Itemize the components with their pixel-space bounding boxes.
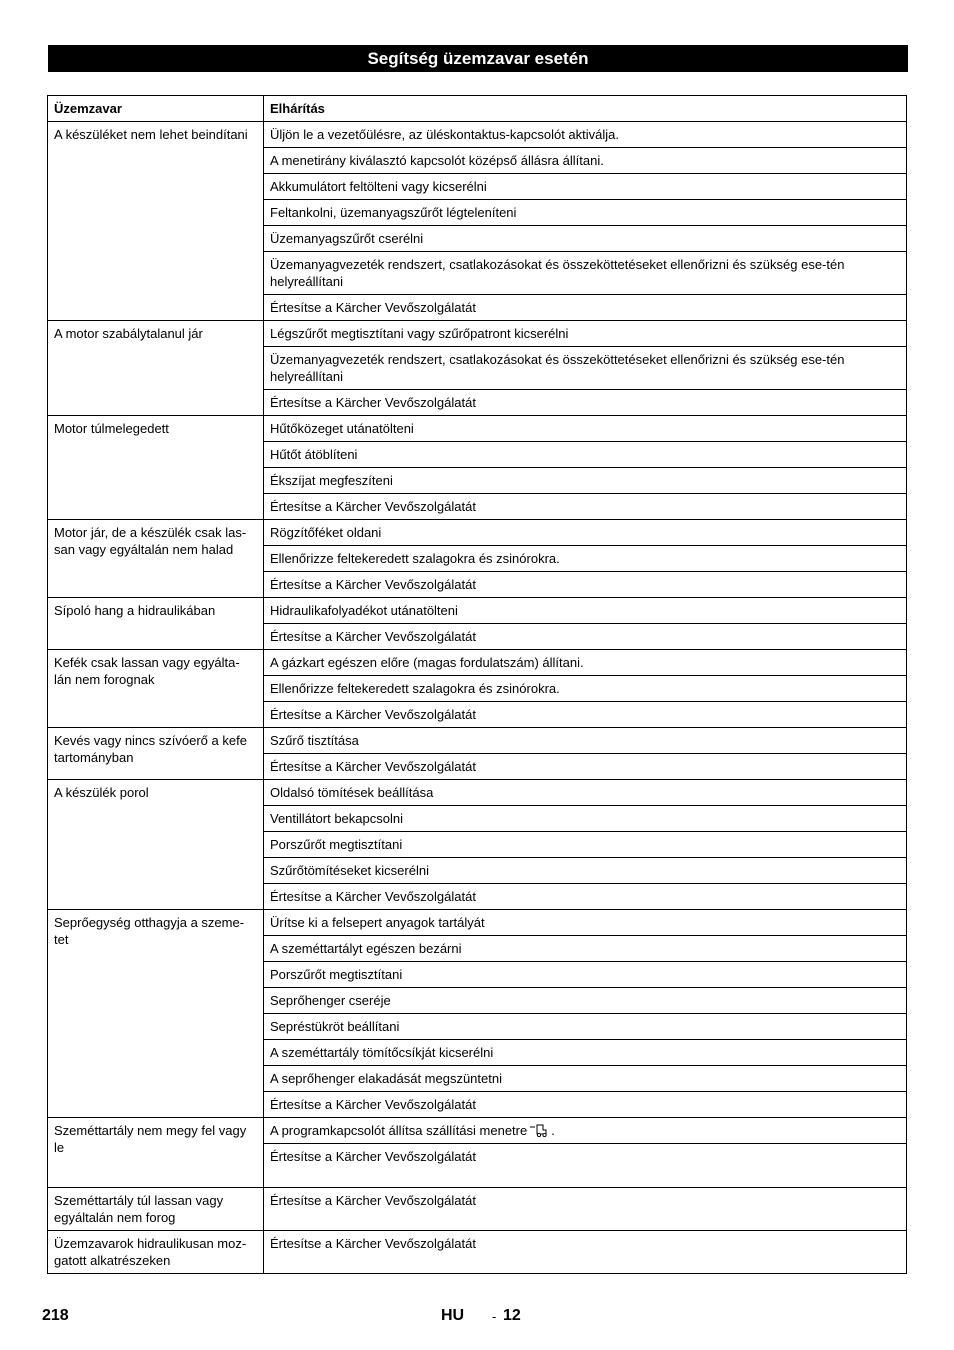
remedy-text: Feltankolni, üzemanyagszűrőt légteleníteni <box>270 205 517 220</box>
remedy-text: A seprőhenger elakadását megszüntetni <box>270 1071 502 1086</box>
remedy-cell <box>264 676 907 702</box>
table-row <box>48 122 907 148</box>
remedy-cell <box>264 1092 907 1118</box>
remedy-cell <box>264 468 907 494</box>
remedy-text: Értesítse a Kärcher Vevőszolgálatát <box>270 629 476 644</box>
remedy-text: Ventillátort bekapcsolni <box>270 811 403 826</box>
remedy-text: Ellenőrizze feltekeredett szalagokra és zsinórokra. <box>270 681 560 696</box>
header-remedy: Elhárítás <box>264 96 907 122</box>
remedy-cell <box>264 1066 907 1092</box>
remedy-cell <box>264 702 907 728</box>
remedy-cell <box>264 832 907 858</box>
remedy-cell <box>264 572 907 598</box>
table-row <box>48 598 907 624</box>
table-row <box>48 910 907 936</box>
remedy-text: Oldalsó tömítések beállítása <box>270 785 434 800</box>
remedy-text: A gázkart egészen előre (magas fordulatszám) állítani. <box>270 655 584 670</box>
remedy-cell <box>264 1188 907 1231</box>
remedy-cell <box>264 1144 907 1188</box>
remedy-text: Porszűrőt megtisztítani <box>270 967 403 982</box>
remedy-cell <box>264 416 907 442</box>
remedy-cell <box>264 494 907 520</box>
remedy-text: Értesítse a Kärcher Vevőszolgálatát <box>270 707 476 722</box>
remedy-cell <box>264 728 907 754</box>
remedy-text: Rögzítőféket oldani <box>270 525 382 540</box>
remedy-cell <box>264 520 907 546</box>
remedy-cell <box>264 650 907 676</box>
remedy-cell <box>264 936 907 962</box>
table-row <box>48 780 907 806</box>
remedy-text: Porszűrőt megtisztítani <box>270 837 403 852</box>
fault-cell: A motor szabálytalanul jár <box>48 321 264 416</box>
remedy-text: A programkapcsolót állítsa szállítási menetre <box>270 1123 528 1138</box>
fault-cell: Motor túlmelegedett <box>48 416 264 520</box>
remedy-cell <box>264 546 907 572</box>
remedy-text: Üzemanyagvezeték rendszert, csatlakozásokat és összeköttetéseket ellenőrizni és szükség ese-tén helyreállítani <box>270 352 845 384</box>
remedy-text: Értesítse a Kärcher Vevőszolgálatát <box>270 1149 476 1164</box>
remedy-cell <box>264 1118 907 1144</box>
remedy-text: Értesítse a Kärcher Vevőszolgálatát <box>270 499 476 514</box>
sentence-period: . <box>551 1123 555 1138</box>
remedy-cell <box>264 321 907 347</box>
remedy-cell <box>264 884 907 910</box>
remedy-cell <box>264 347 907 390</box>
remedy-text: Hűtőt átöblíteni <box>270 447 358 462</box>
remedy-text: Értesítse a Kärcher Vevőszolgálatát <box>270 577 476 592</box>
remedy-text: Szűrőtömítéseket kicserélni <box>270 863 429 878</box>
table-header-row <box>48 96 907 122</box>
remedy-text: Szűrő tisztítása <box>270 733 359 748</box>
remedy-text: Értesítse a Kärcher Vevőszolgálatát <box>270 889 476 904</box>
remedy-cell <box>264 962 907 988</box>
remedy-cell <box>264 226 907 252</box>
remedy-text: Üzemanyagszűrőt cserélni <box>270 231 424 246</box>
remedy-cell <box>264 806 907 832</box>
remedy-text: Értesítse a Kärcher Vevőszolgálatát <box>270 759 476 774</box>
footer-language: HU <box>441 1307 465 1324</box>
remedy-text: Értesítse a Kärcher Vevőszolgálatát <box>270 300 476 315</box>
remedy-text: A szeméttartály tömítőcsíkját kicserélni <box>270 1045 494 1060</box>
fault-cell: Seprőegység otthagyja a szeme-tet <box>48 910 264 1118</box>
page-number: 218 <box>42 1307 69 1324</box>
remedy-cell <box>264 780 907 806</box>
remedy-cell <box>264 1014 907 1040</box>
fault-cell: A készülék porol <box>48 780 264 910</box>
remedy-cell <box>264 200 907 226</box>
remedy-text: Üljön le a vezetőülésre, az üléskontaktus-kapcsolót aktiválja. <box>270 127 620 142</box>
remedy-cell <box>264 1231 907 1274</box>
remedy-cell <box>264 148 907 174</box>
page-title: Segítség üzemzavar esetén <box>48 45 908 72</box>
remedy-cell <box>264 858 907 884</box>
remedy-text: Értesítse a Kärcher Vevőszolgálatát <box>270 1097 476 1112</box>
transport-mode-icon <box>529 1124 551 1137</box>
table-row <box>48 520 907 546</box>
table-body <box>48 122 907 1274</box>
table-row <box>48 650 907 676</box>
fault-cell: Szeméttartály túl lassan vagy egyáltalán nem forog <box>48 1188 264 1231</box>
table-row <box>48 321 907 347</box>
remedy-cell <box>264 598 907 624</box>
remedy-text: Értesítse a Kärcher Vevőszolgálatát <box>270 1193 476 1208</box>
remedy-cell <box>264 1040 907 1066</box>
table-row <box>48 416 907 442</box>
remedy-text: Hűtőközeget utánatölteni <box>270 421 414 436</box>
remedy-cell <box>264 988 907 1014</box>
troubleshooting-table <box>47 95 907 1274</box>
remedy-text: Légszűrőt megtisztítani vagy szűrőpatront kicserélni <box>270 326 569 341</box>
table-row <box>48 728 907 754</box>
remedy-text: A menetirány kiválasztó kapcsolót középső állásra állítani. <box>270 153 604 168</box>
table-row <box>48 1118 907 1144</box>
footer-separator: - <box>492 1309 497 1324</box>
fault-cell: Szeméttartály nem megy fel vagy le <box>48 1118 264 1188</box>
remedy-text: Akkumulátort feltölteni vagy kicserélni <box>270 179 487 194</box>
fault-cell: Kefék csak lassan vagy egyálta-lán nem forognak <box>48 650 264 728</box>
remedy-text: Seprőhenger cseréje <box>270 993 391 1008</box>
footer-section-page: 12 <box>503 1307 521 1324</box>
remedy-text: Üzemanyagvezeték rendszert, csatlakozásokat és összeköttetéseket ellenőrizni és szükség ese-tén helyreállítani <box>270 257 845 289</box>
remedy-cell <box>264 910 907 936</box>
remedy-text: Hidraulikafolyadékot utánatölteni <box>270 603 458 618</box>
remedy-text: Értesítse a Kärcher Vevőszolgálatát <box>270 1236 476 1251</box>
remedy-cell <box>264 252 907 295</box>
fault-cell: A készüléket nem lehet beindítani <box>48 122 264 321</box>
table-row <box>48 1188 907 1231</box>
fault-cell: Kevés vagy nincs szívóerő a kefe tartományban <box>48 728 264 780</box>
remedy-text: A szeméttartályt egészen bezárni <box>270 941 462 956</box>
remedy-text: Ürítse ki a felsepert anyagok tartályát <box>270 915 485 930</box>
remedy-cell <box>264 390 907 416</box>
header-fault: Üzemzavar <box>48 96 264 122</box>
remedy-text: Ellenőrizze feltekeredett szalagokra és zsinórokra. <box>270 551 560 566</box>
remedy-cell <box>264 442 907 468</box>
remedy-cell <box>264 174 907 200</box>
remedy-cell <box>264 754 907 780</box>
remedy-cell <box>264 624 907 650</box>
remedy-cell <box>264 295 907 321</box>
remedy-text: Sepréstükröt beállítani <box>270 1019 400 1034</box>
remedy-text: Ékszíjat megfeszíteni <box>270 473 393 488</box>
fault-cell: Motor jár, de a készülék csak las-san vagy egyáltalán nem halad <box>48 520 264 598</box>
fault-cell: Üzemzavarok hidraulikusan moz-gatott alkatrészeken <box>48 1231 264 1274</box>
fault-cell: Sípoló hang a hidraulikában <box>48 598 264 650</box>
remedy-text: Értesítse a Kärcher Vevőszolgálatát <box>270 395 476 410</box>
table-row <box>48 1231 907 1274</box>
remedy-cell <box>264 122 907 148</box>
